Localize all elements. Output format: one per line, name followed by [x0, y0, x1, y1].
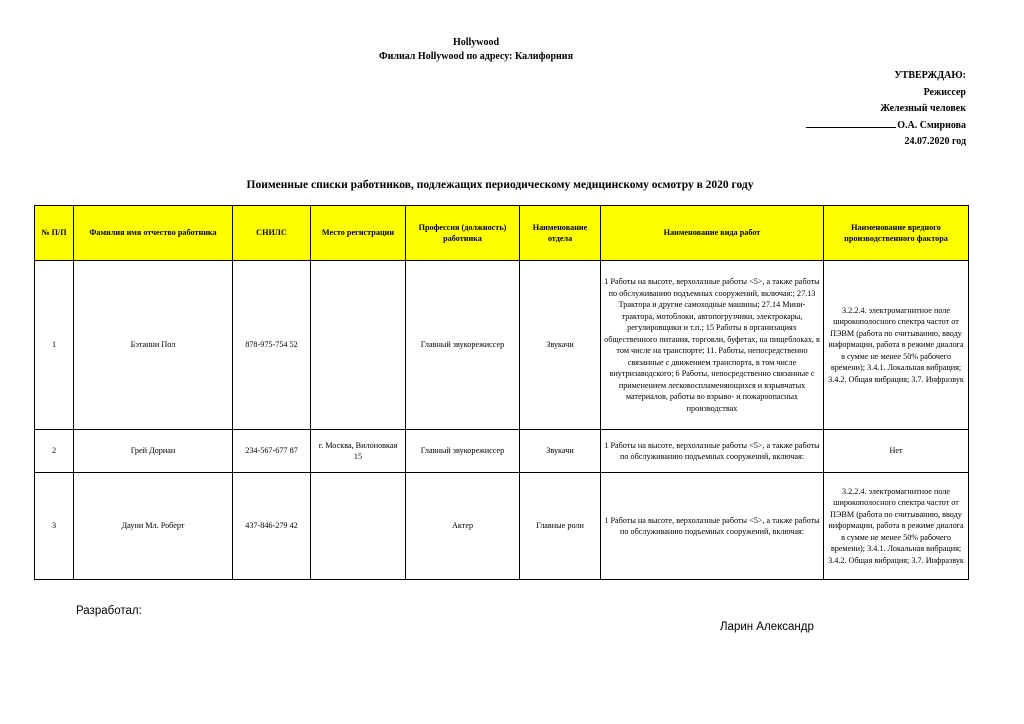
cell-name: Дауни Мл. Роберт: [74, 473, 233, 580]
cell-registration: г. Москва, Вилоновкая 15: [311, 430, 406, 473]
cell-registration: [311, 261, 406, 430]
developed-by-label: Разработал:: [76, 605, 142, 617]
cell-profession: Главный звукорежиссер: [406, 261, 520, 430]
cell-name: Бэтанни Пол: [74, 261, 233, 430]
col-header-name: Фамилия имя отчество работника: [74, 206, 233, 261]
cell-profession: Актер: [406, 473, 520, 580]
col-header-work-types: Наименование вида работ: [601, 206, 824, 261]
cell-hazard: 3.2.2.4. электромагнитное поле широкополосного спектра частот от ПЭВМ (работа по считыванию, вводу информации, работа в режиме диалога в сумме не менее 50% рабочего времени); 3.4.1. Локальная вибрация; 3.4.2. Общая вибрация; 3.7. Инфразвук: [824, 261, 969, 430]
col-header-department: Наименование отдела: [520, 206, 601, 261]
cell-num: 1: [35, 261, 74, 430]
signature-line: [806, 118, 966, 135]
cell-department: Звукачи: [520, 261, 601, 430]
approval-date: 24.07.2020 год: [904, 136, 966, 147]
document-title: Поименные списки работников, подлежащих периодическому медицинскому осмотру в 2020 году: [246, 179, 754, 191]
cell-hazard: 3.2.2.4. электромагнитное поле широкополосного спектра частот от ПЭВМ (работа по считыванию, вводу информации, работа в режиме диалога в сумме не менее 50% рабочего времени); 3.4.1. Локальная вибрация; 3.4.2. Общая вибрация; 3.7. Инфразвук: [824, 473, 969, 580]
table-header-row: [35, 206, 969, 261]
cell-department: Главные роли: [520, 473, 601, 580]
table-row: [35, 261, 969, 430]
col-header-num: № П/П: [35, 206, 74, 261]
cell-snils: 234-567-677 87: [233, 430, 311, 473]
col-header-registration: Место регистрации: [311, 206, 406, 261]
table-row: [35, 473, 969, 580]
col-header-hazard: Наименование вредного производственного фактора: [824, 206, 969, 261]
cell-name: Грей Дориан: [74, 430, 233, 473]
signature-blank: [806, 118, 896, 128]
cell-registration: [311, 473, 406, 580]
cell-work-types: 1 Работы на высоте, верхолазные работы <5>, а также работы по обслуживанию подъемных сооружений, включая:; 27.13 Трактора и другие самоходные машины; 27.14 Мини-трактора, мотоблоки, автопогрузчики, электрокары, регулировщики и т.п.; 15 Работы в организациях общественного питания, торговли, буфетах, на пищеблоках, в том числе на транспорте; 11. Работы, непосредственно связанные с движением транспорта, в том числе внутризаводского; 6 Работы, непосредственно связанные с применением легковоспламеняющихся и взрывчатых материалов, работы во взрыво- и пожароопасных производствах: [601, 261, 824, 430]
table-row: [35, 430, 969, 473]
cell-work-types: 1 Работы на высоте, верхолазные работы <5>, а также работы по обслуживанию подъемных сооружений, включая:: [601, 473, 824, 580]
cell-snils: 878-975-754 52: [233, 261, 311, 430]
col-header-profession: Профессия (должность) работника: [406, 206, 520, 261]
approver-person: Железный человек: [880, 103, 966, 114]
cell-num: 3: [35, 473, 74, 580]
developer-name: Ларин Александр: [720, 621, 814, 633]
approve-heading: УТВЕРЖДАЮ:: [894, 70, 966, 81]
cell-profession: Главный звукорежиссер: [406, 430, 520, 473]
approval-block: [806, 68, 966, 151]
approver-position: Режиссер: [923, 86, 966, 98]
col-header-snils: СНИЛС: [233, 206, 311, 261]
signature-name: О.А. Смирнова: [897, 119, 966, 131]
branch-name: Филиал Hollywood по адресу: Калифорния: [379, 51, 573, 62]
cell-department: Звукачи: [520, 430, 601, 473]
organization-name: Hollywood: [452, 37, 500, 48]
cell-num: 2: [35, 430, 74, 473]
cell-snils: 437-846-279 42: [233, 473, 311, 580]
cell-hazard: Нет: [824, 430, 969, 473]
cell-work-types: 1 Работы на высоте, верхолазные работы <5>, а также работы по обслуживанию подъемных сооружений, включая:: [601, 430, 824, 473]
employee-table: [34, 205, 969, 580]
